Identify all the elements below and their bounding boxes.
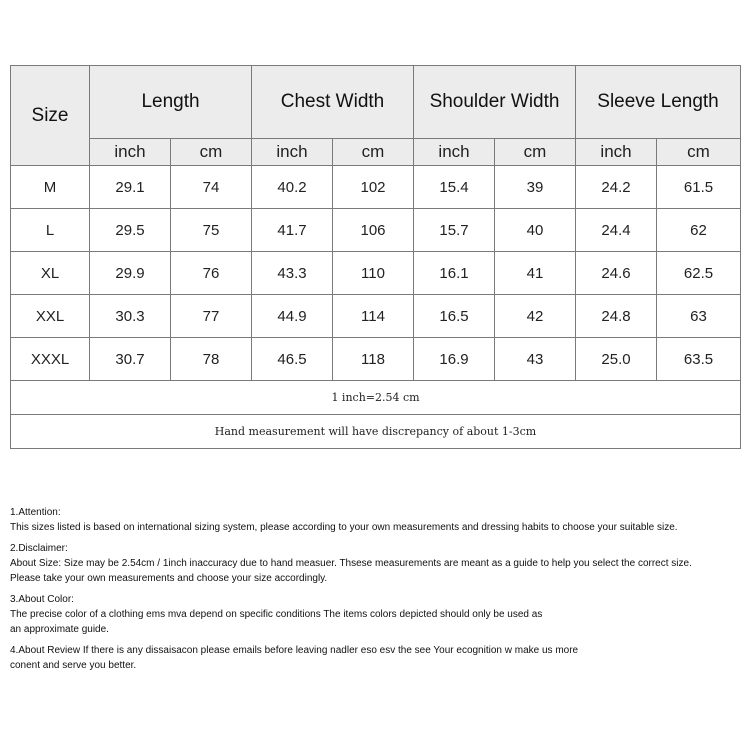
table-row (11, 252, 741, 295)
unit-row (11, 139, 741, 166)
measurement-cell: 63 (657, 295, 741, 338)
unit-cell: cm (171, 139, 252, 166)
unit-cell: cm (495, 139, 576, 166)
measurement-cell: 110 (333, 252, 414, 295)
size-notes (10, 505, 745, 679)
measurement-note-row (11, 415, 741, 449)
measurement-cell: 15.4 (414, 166, 495, 209)
header-shoulder-width: Shoulder Width (414, 66, 576, 139)
measurement-cell: 29.1 (90, 166, 171, 209)
measurement-cell: 106 (333, 209, 414, 252)
measurement-cell: 25.0 (576, 338, 657, 381)
measurement-cell: 75 (171, 209, 252, 252)
measurement-cell: 41.7 (252, 209, 333, 252)
size-label-cell: XXXL (11, 338, 90, 381)
table-row (11, 209, 741, 252)
note-line: Please take your own measurements and choose your size accordingly. (10, 573, 328, 584)
size-label-cell: XL (11, 252, 90, 295)
measurement-cell: 40 (495, 209, 576, 252)
measurement-cell: 74 (171, 166, 252, 209)
note-line: The precise color of a clothing ems mva depend on specific conditions The items colors depicted should only be used as (10, 609, 543, 620)
header-sleeve-length: Sleeve Length (576, 66, 741, 139)
measurement-cell: 62 (657, 209, 741, 252)
measurement-cell: 39 (495, 166, 576, 209)
unit-cell: inch (576, 139, 657, 166)
measurement-cell: 41 (495, 252, 576, 295)
measurement-cell: 30.7 (90, 338, 171, 381)
measurement-cell: 77 (171, 295, 252, 338)
measurement-cell: 29.5 (90, 209, 171, 252)
measurement-cell: 46.5 (252, 338, 333, 381)
measurement-cell: 76 (171, 252, 252, 295)
measurement-cell: 62.5 (657, 252, 741, 295)
note-title: 2.Disclaimer: (10, 543, 68, 554)
note-line: conent and serve you better. (10, 660, 137, 671)
note-block (10, 541, 745, 586)
unit-cell: inch (90, 139, 171, 166)
unit-cell: inch (414, 139, 495, 166)
conversion-note: 1 inch=2.54 cm (11, 381, 741, 415)
note-title: 3.About Color: (10, 594, 74, 605)
measurement-cell: 24.6 (576, 252, 657, 295)
table-row (11, 295, 741, 338)
measurement-note: Hand measurement will have discrepancy of about 1-3cm (11, 415, 741, 449)
note-title: 1.Attention: (10, 507, 61, 518)
measurement-cell: 24.4 (576, 209, 657, 252)
measurement-cell: 114 (333, 295, 414, 338)
note-line: This sizes listed is based on international sizing system, please according to your own measurements and dressing habits to choose your suitable size. (10, 522, 678, 533)
measurement-cell: 29.9 (90, 252, 171, 295)
measurement-cell: 102 (333, 166, 414, 209)
note-line: an approximate guide. (10, 624, 109, 635)
measurement-cell: 42 (495, 295, 576, 338)
measurement-cell: 40.2 (252, 166, 333, 209)
measurement-cell: 16.5 (414, 295, 495, 338)
header-row (11, 66, 741, 139)
table-row (11, 338, 741, 381)
header-length: Length (90, 66, 252, 139)
measurement-cell: 30.3 (90, 295, 171, 338)
size-label-cell: XXL (11, 295, 90, 338)
size-chart-table (10, 65, 741, 449)
note-line: About Size: Size may be 2.54cm / 1inch inaccuracy due to hand measuer. Thsese measurements are meant as a guide to help you select the correct size. (10, 558, 692, 569)
measurement-cell: 44.9 (252, 295, 333, 338)
note-block (10, 592, 745, 637)
unit-cell: cm (333, 139, 414, 166)
measurement-cell: 16.9 (414, 338, 495, 381)
measurement-cell: 15.7 (414, 209, 495, 252)
measurement-cell: 78 (171, 338, 252, 381)
measurement-cell: 24.2 (576, 166, 657, 209)
note-line: 4.About Review If there is any dissaisacon please emails before leaving nadler eso esv the see Your ecognition w make us more (10, 645, 579, 656)
size-label-cell: L (11, 209, 90, 252)
measurement-cell: 61.5 (657, 166, 741, 209)
size-label-cell: M (11, 166, 90, 209)
table-row (11, 166, 741, 209)
note-block (10, 643, 745, 673)
measurement-cell: 118 (333, 338, 414, 381)
measurement-cell: 16.1 (414, 252, 495, 295)
header-chest-width: Chest Width (252, 66, 414, 139)
size-rows (11, 166, 741, 381)
measurement-cell: 24.8 (576, 295, 657, 338)
conversion-note-row (11, 381, 741, 415)
measurement-cell: 43 (495, 338, 576, 381)
header-size: Size (11, 66, 90, 166)
note-block (10, 505, 745, 535)
unit-cell: inch (252, 139, 333, 166)
measurement-cell: 63.5 (657, 338, 741, 381)
measurement-cell: 43.3 (252, 252, 333, 295)
unit-cell: cm (657, 139, 741, 166)
